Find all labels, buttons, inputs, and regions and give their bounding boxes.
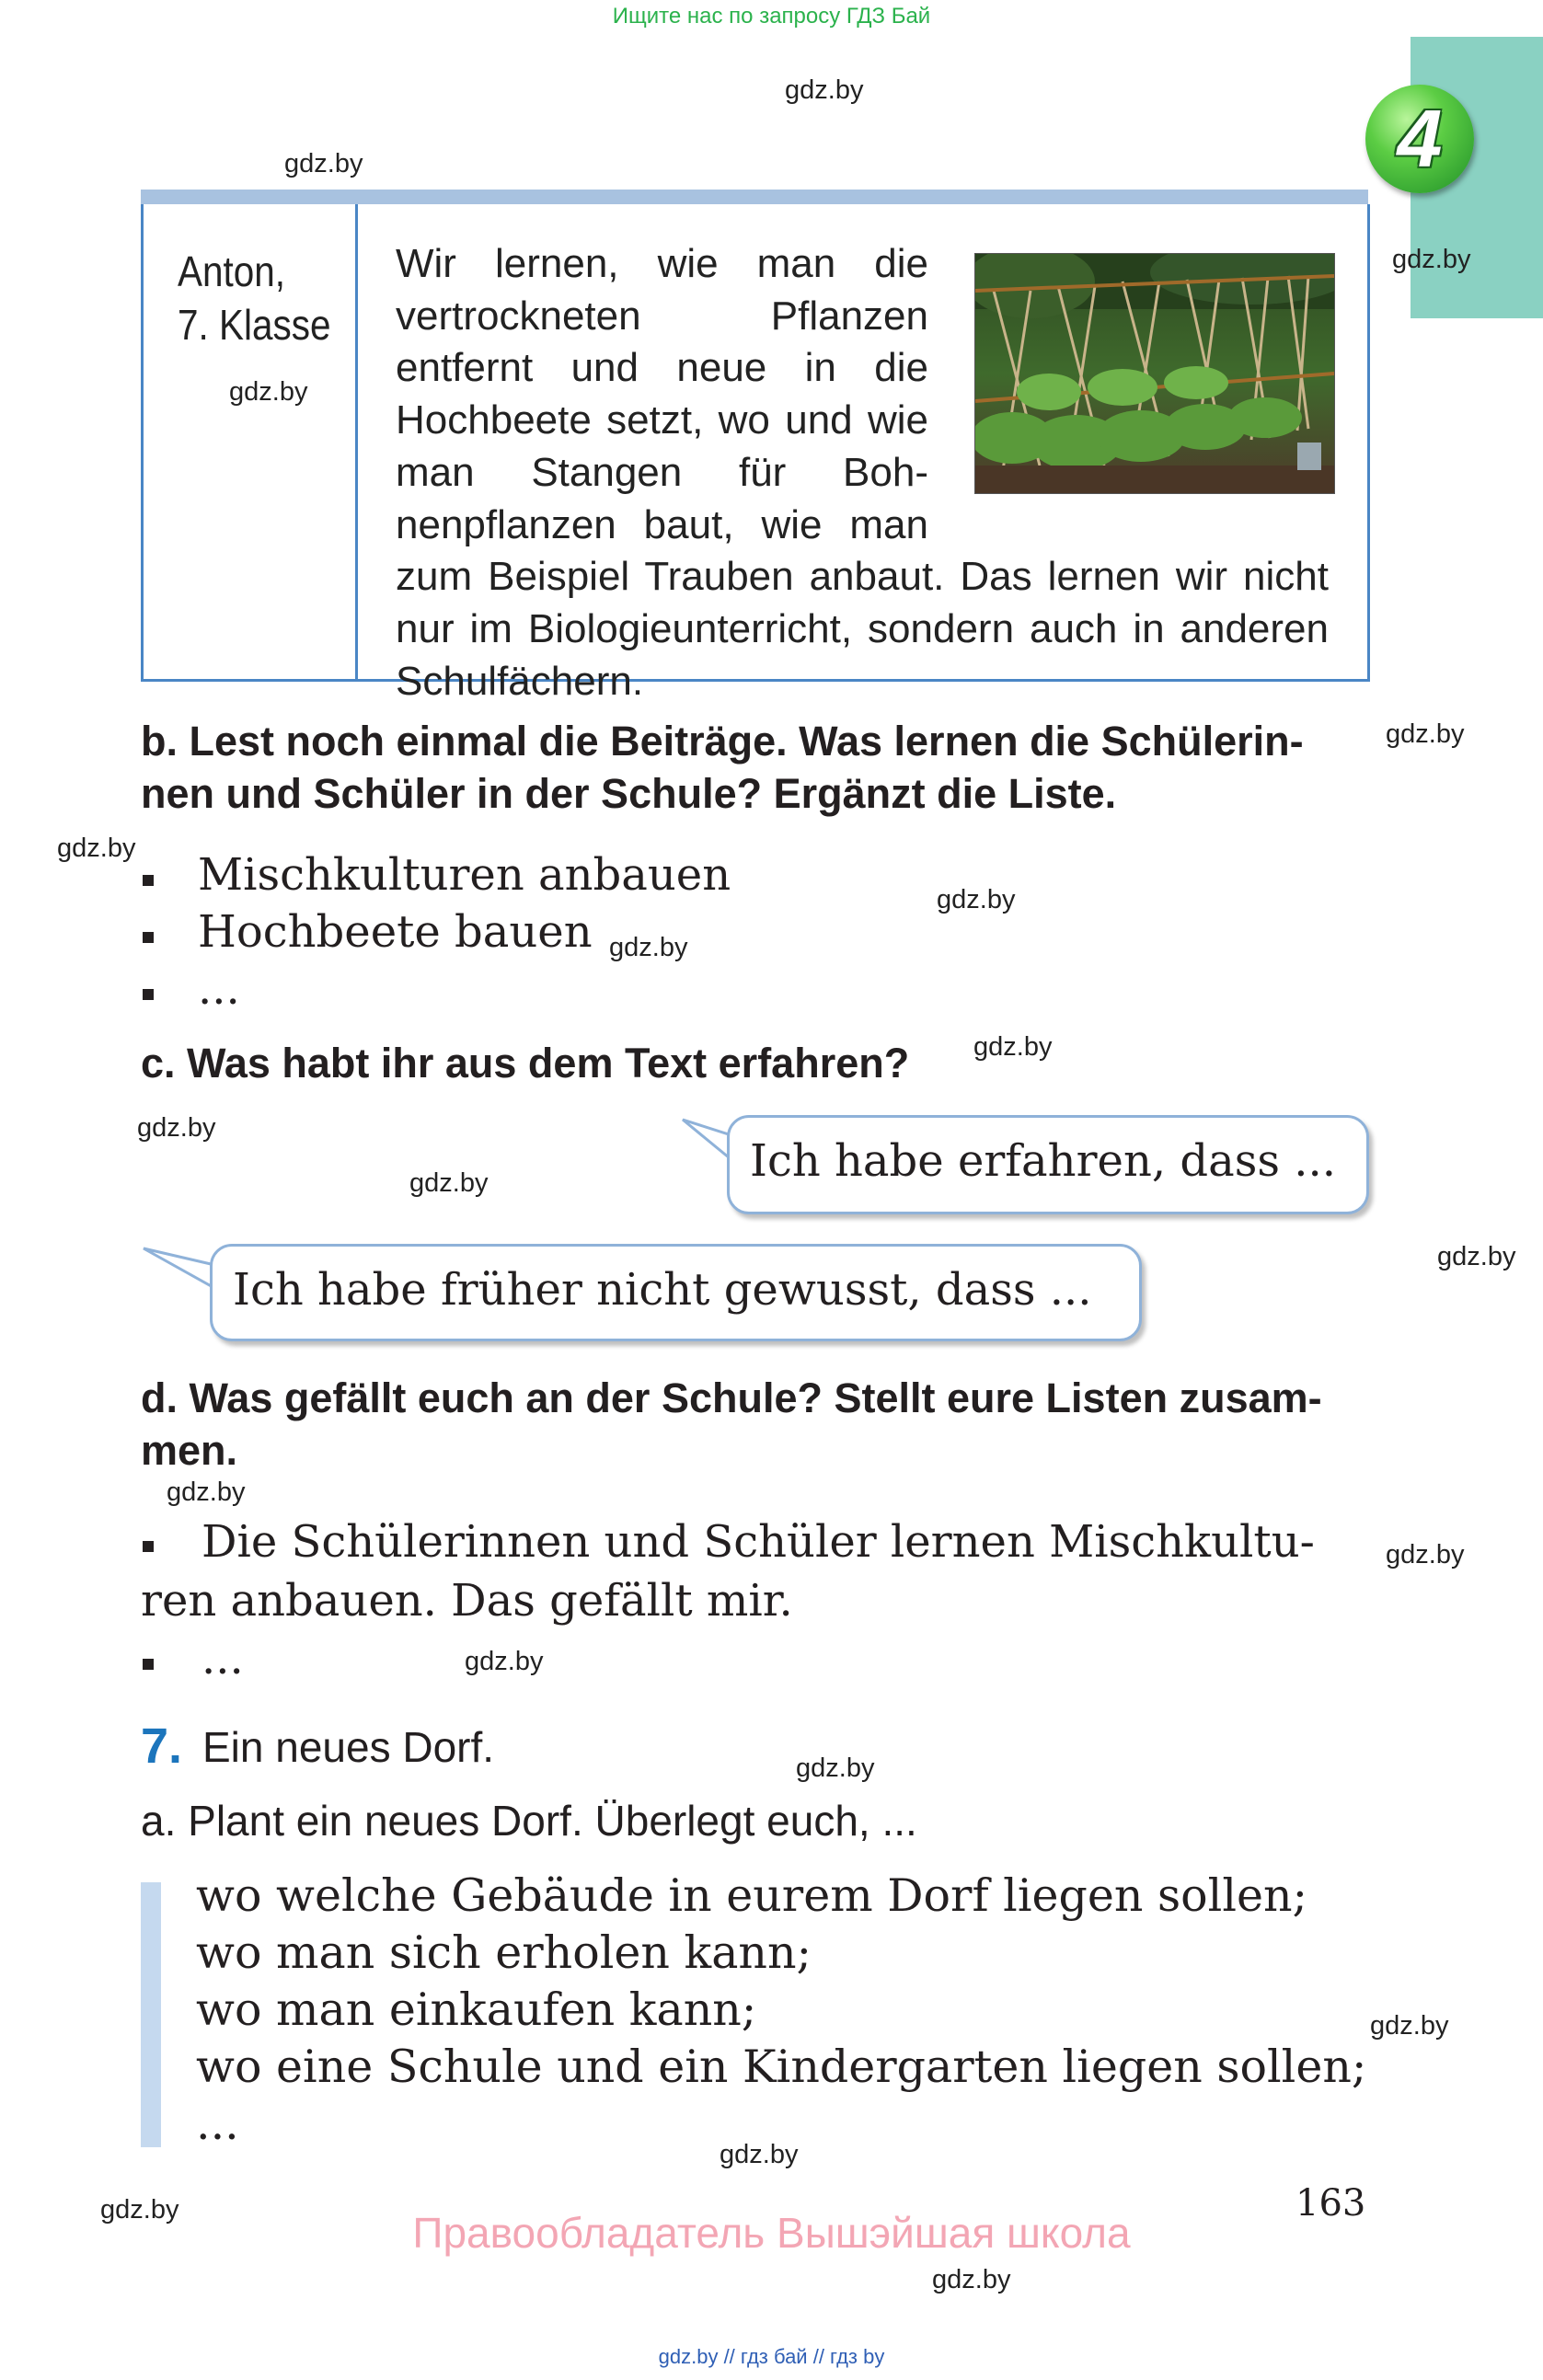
contribution-paragraph: Wir lernen, wie man die vertrockneten Pflanzen entfernt und neue in die Hochbeete setzt, wo und wie man Stangen für Bohnenpflanzen baut, wie man zum Beispiel Trauben anbaut. Das lernen wir nicht nur im Biologieunterricht, sondern auch in anderen Schulfächern. — [396, 241, 1329, 704]
quote-line: ... — [196, 2098, 239, 2150]
task-b-line-1: b. Lest noch einmal die Beiträge. Was lernen die Schülerin- — [141, 718, 1304, 765]
watermark: gdz.by — [609, 933, 688, 962]
list-item: Mischkulturen anbauen — [198, 849, 731, 901]
bullet — [143, 989, 154, 1000]
chapter-number: 4 — [1397, 93, 1443, 184]
watermark: gdz.by — [57, 834, 136, 863]
bullet — [143, 1541, 154, 1552]
quote-line: wo eine Schule und ein Kindergarten liegen sollen; — [196, 2041, 1367, 2093]
watermark: gdz.by — [465, 1647, 544, 1676]
watermark: gdz.by — [720, 2140, 799, 2169]
watermark: gdz.by — [100, 2195, 179, 2225]
box-divider — [355, 204, 358, 679]
watermark: gdz.by — [1392, 245, 1471, 274]
quote-line: wo man einkaufen kann; — [196, 1983, 757, 2036]
task-d-item-1-line-2: ren anbauen. Das gefällt mir. — [141, 1575, 793, 1627]
top-banner[interactable]: Ищите нас по запросу ГДЗ Бай — [612, 4, 931, 29]
speech-bubble-1-text: Ich habe erfahren, dass ... — [750, 1135, 1337, 1187]
bullet — [143, 932, 154, 943]
quote-line: wo welche Gebäude in eurem Dorf liegen sollen; — [196, 1869, 1308, 1922]
bullet — [143, 1659, 154, 1670]
exercise-number: 7. — [141, 1719, 183, 1774]
task-d-line-1: d. Was gefällt euch an der Schule? Stellt eure Listen zusam- — [141, 1374, 1322, 1421]
bullet — [143, 875, 154, 886]
watermark: gdz.by — [973, 1032, 1053, 1062]
list-item: Hochbeete bauen — [198, 906, 593, 958]
watermark: gdz.by — [796, 1753, 875, 1783]
box-top-bar — [141, 190, 1368, 204]
watermark: gdz.by — [137, 1113, 216, 1143]
list-item: ... — [198, 963, 240, 1015]
quote-line: wo man sich erholen kann; — [196, 1926, 812, 1979]
watermark: gdz.by — [937, 885, 1016, 914]
task-b-line-2: nen und Schüler in der Schule? Ergänzt die Liste. — [141, 770, 1117, 817]
task-c-title: c. Was habt ihr aus dem Text erfahren? — [141, 1040, 910, 1087]
watermark: gdz.by — [167, 1477, 246, 1507]
author-name: Anton, — [178, 247, 286, 295]
watermark: gdz.by — [1386, 719, 1465, 749]
task-d-item-1-line-1: Die Schülerinnen und Schüler lernen Mischkultu- — [202, 1516, 1315, 1568]
copyright-text: Правообладатель Вышэйшая школа — [412, 2209, 1131, 2257]
watermark: gdz.by — [1370, 2011, 1449, 2041]
watermark: gdz.by — [284, 149, 363, 178]
task-d-item-2: ... — [202, 1633, 244, 1684]
task-a-title: a. Plant ein neues Dorf. Überlegt euch, ... — [141, 1797, 917, 1845]
quote-bar — [141, 1882, 161, 2147]
exercise-title: Ein neues Dorf. — [202, 1723, 495, 1771]
garden-photo — [974, 253, 1335, 494]
author-class: 7. Klasse — [178, 301, 331, 349]
watermark: gdz.by — [1437, 1242, 1516, 1271]
watermark: gdz.by — [785, 75, 864, 105]
page-number: 163 — [1295, 2182, 1366, 2225]
task-d-line-2: men. — [141, 1427, 238, 1474]
watermark: gdz.by — [229, 377, 308, 407]
speech-bubble-2-text: Ich habe früher nicht gewusst, dass ... — [233, 1264, 1092, 1316]
watermark: gdz.by — [1386, 1540, 1465, 1569]
bottom-links[interactable]: gdz.by // гдз бай // гдз by — [658, 2345, 885, 2368]
watermark: gdz.by — [409, 1168, 489, 1198]
watermark: gdz.by — [932, 2265, 1011, 2294]
